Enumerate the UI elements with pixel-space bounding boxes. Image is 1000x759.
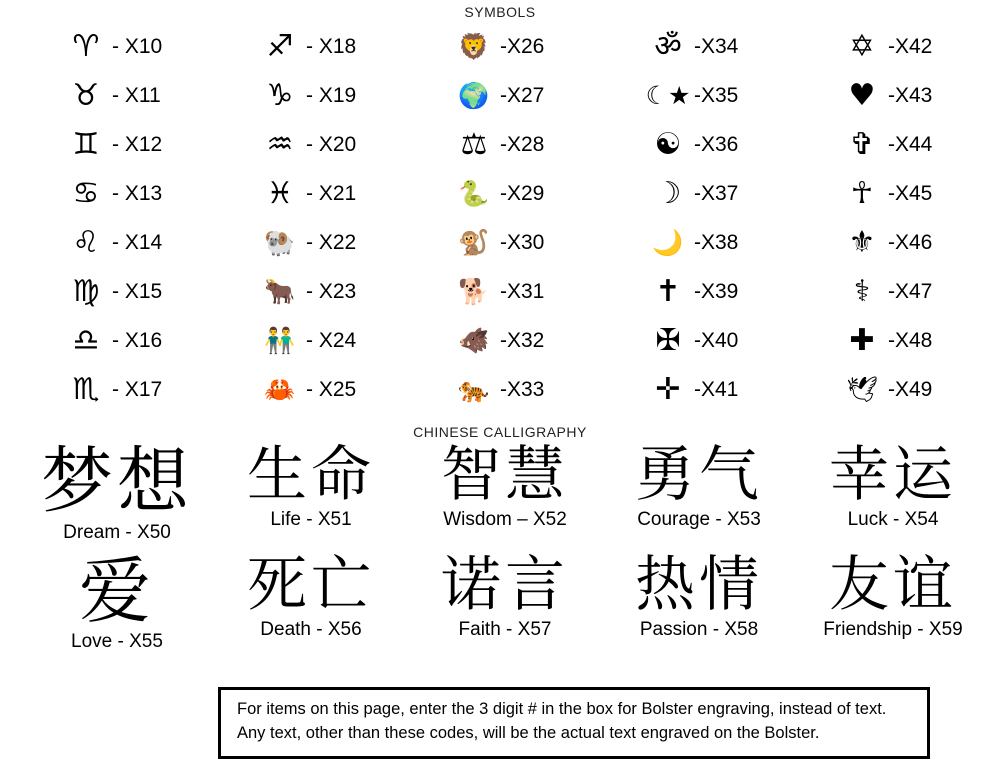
symbol-cell xyxy=(602,169,796,218)
symbol-cell xyxy=(20,120,214,169)
symbol-code: -X42 xyxy=(888,34,933,58)
calligraphy-dream-label: Dream - X50 xyxy=(63,521,171,543)
calligraphy-death-label: Death - X56 xyxy=(260,618,362,640)
ram-symbol: 🐏 xyxy=(264,228,296,257)
cancer-symbol: ♋ xyxy=(72,175,100,211)
iron-cross-symbol: ✛ xyxy=(655,371,681,407)
symbol-code: - X25 xyxy=(306,377,357,401)
symbol-cell xyxy=(408,316,602,365)
symbol-code: -X40 xyxy=(694,328,739,352)
virgo-symbol: ♍ xyxy=(72,273,100,309)
caduceus-symbol: ⚕ xyxy=(853,273,871,309)
calligraphy-love-chars: 爱 xyxy=(78,548,155,633)
symbol-code: - X13 xyxy=(112,181,163,205)
symbol-code: -X45 xyxy=(888,181,933,205)
symbol-code: - X12 xyxy=(112,132,163,156)
calligraphy-love-label: Love - X55 xyxy=(71,631,163,653)
symbol-cell xyxy=(408,365,602,414)
symbol-cell xyxy=(20,316,214,365)
calligraphy-wisdom-label: Wisdom – X52 xyxy=(443,509,567,530)
symbol-cell xyxy=(602,267,796,316)
monkey-symbol: 🐒 xyxy=(458,228,490,257)
ankh-cross-symbol: ☥ xyxy=(850,175,874,211)
heart-symbol: ♥ xyxy=(848,77,876,113)
symbol-code: - X16 xyxy=(112,328,163,352)
symbol-code: -X35 xyxy=(694,83,739,107)
aquarius-symbol: ♒ xyxy=(266,126,294,162)
symbols-section-title: SYMBOLS xyxy=(464,4,536,20)
latin-cross-symbol: ✞ xyxy=(849,126,875,162)
yin-yang-symbol: ☯ xyxy=(654,126,682,162)
lion-symbol: 🦁 xyxy=(458,32,490,61)
globe-symbol: 🌍 xyxy=(458,81,490,110)
symbol-code: -X34 xyxy=(694,34,739,58)
symbol-cell xyxy=(408,218,602,267)
symbol-code: - X19 xyxy=(306,83,357,107)
cross-symbol: ✝ xyxy=(655,273,681,309)
symbol-cell xyxy=(20,71,214,120)
twins-symbol: 👬 xyxy=(264,326,296,355)
symbol-cell xyxy=(408,71,602,120)
symbol-cell xyxy=(214,316,408,365)
calligraphy-life-label: Life - X51 xyxy=(270,509,352,530)
symbol-cell xyxy=(602,365,796,414)
symbol-code: -X44 xyxy=(888,132,933,156)
symbol-code: - X23 xyxy=(306,279,357,303)
calligraphy-cell xyxy=(408,440,602,544)
symbol-cell xyxy=(796,316,990,365)
symbol-code: -X29 xyxy=(500,181,545,205)
calligraphy-luck-chars: 幸运 xyxy=(829,440,957,510)
fleur-de-lis-symbol: ⚜ xyxy=(848,224,876,260)
engraving-note-box xyxy=(218,687,930,759)
symbol-cell xyxy=(20,218,214,267)
symbol-cell xyxy=(20,169,214,218)
calligraphy-death-chars: 死亡 xyxy=(247,549,375,620)
moon-symbol: 🌙 xyxy=(652,228,684,257)
symbol-code: - X15 xyxy=(112,279,163,303)
calligraphy-cell xyxy=(20,440,214,544)
symbol-code: -X33 xyxy=(500,377,545,401)
calligraphy-cell xyxy=(602,440,796,544)
symbol-code: -X48 xyxy=(888,328,933,352)
symbol-cell xyxy=(408,22,602,71)
calligraphy-cell xyxy=(214,440,408,544)
symbol-cell xyxy=(214,120,408,169)
maltese-cross-symbol: ✠ xyxy=(655,322,681,358)
taurus-symbol: ♉ xyxy=(72,77,100,113)
scorpio-symbol: ♏ xyxy=(72,371,100,407)
calligraphy-friendship-label: Friendship - X59 xyxy=(823,618,963,640)
symbol-code: - X11 xyxy=(112,83,161,107)
sagittarius-symbol: ♐ xyxy=(266,28,294,64)
snake-symbol: 🐍 xyxy=(458,179,490,208)
symbol-cell xyxy=(796,120,990,169)
calligraphy-cell xyxy=(796,440,990,544)
bold-cross-symbol: ✚ xyxy=(849,322,875,358)
calligraphy-dream-chars: 梦想 xyxy=(40,439,193,523)
symbol-cell xyxy=(20,267,214,316)
calligraphy-cell xyxy=(408,550,602,654)
symbol-cell xyxy=(602,71,796,120)
symbol-code: - X22 xyxy=(306,230,357,254)
symbol-code: -X37 xyxy=(694,181,739,205)
symbol-code: -X41 xyxy=(694,377,739,401)
ox-symbol: 🐂 xyxy=(264,277,296,306)
symbol-cell xyxy=(796,267,990,316)
boar-symbol: 🐗 xyxy=(458,326,490,355)
symbol-code: - X20 xyxy=(306,132,357,156)
symbol-code: - X17 xyxy=(112,377,163,401)
calligraphy-friendship-chars: 友谊 xyxy=(829,549,957,620)
calligraphy-wisdom-chars: 智慧 xyxy=(441,440,569,510)
calligraphy-section-title: CHINESE CALLIGRAPHY xyxy=(413,424,587,440)
symbol-cell xyxy=(796,218,990,267)
calligraphy-grid-row-1 xyxy=(10,440,990,544)
scales-symbol: ⚖ xyxy=(460,126,488,162)
symbol-cell xyxy=(20,22,214,71)
star-and-crescent-symbol: ☾★ xyxy=(645,81,691,110)
symbol-code: -X28 xyxy=(500,132,545,156)
note-line-1: For items on this page, enter the 3 digit # in the box for Bolster engraving, instead of text. xyxy=(237,700,887,718)
gemini-symbol: ♊ xyxy=(72,126,100,162)
dog-symbol: 🐕 xyxy=(458,277,490,306)
symbol-code: - X14 xyxy=(112,230,163,254)
star-of-david-symbol: ✡ xyxy=(849,28,875,64)
symbol-code: -X27 xyxy=(500,83,545,107)
symbol-cell xyxy=(796,22,990,71)
pisces-symbol: ♓ xyxy=(266,175,294,211)
symbol-cell xyxy=(796,365,990,414)
calligraphy-life-chars: 生命 xyxy=(247,440,375,510)
symbol-cell xyxy=(214,218,408,267)
symbol-cell xyxy=(602,22,796,71)
symbol-cell xyxy=(214,169,408,218)
libra-symbol: ♎ xyxy=(72,322,100,358)
symbol-code: -X32 xyxy=(500,328,545,352)
om-symbol: ॐ xyxy=(654,28,682,64)
symbol-cell xyxy=(408,169,602,218)
symbol-code: -X49 xyxy=(888,377,933,401)
symbol-code: - X10 xyxy=(112,34,163,58)
symbol-code: -X38 xyxy=(694,230,739,254)
calligraphy-grid-row-2 xyxy=(10,550,990,654)
calligraphy-faith-label: Faith - X57 xyxy=(458,618,552,640)
calligraphy-luck-label: Luck - X54 xyxy=(847,509,939,530)
calligraphy-cell xyxy=(20,550,214,654)
calligraphy-passion-chars: 热情 xyxy=(635,549,763,620)
leo-symbol: ♌ xyxy=(72,224,100,260)
calligraphy-faith-chars: 诺言 xyxy=(441,549,569,620)
crescent-moon-symbol: ☽ xyxy=(654,175,682,211)
capricorn-symbol: ♑ xyxy=(266,77,294,113)
aries-symbol: ♈ xyxy=(72,28,100,64)
symbol-code: -X43 xyxy=(888,83,933,107)
symbol-code: - X18 xyxy=(306,34,357,58)
symbol-code: - X24 xyxy=(306,328,357,352)
dove-symbol: 🕊 xyxy=(846,375,878,404)
calligraphy-cell xyxy=(602,550,796,654)
tiger-symbol: 🐅 xyxy=(458,375,490,404)
symbol-cell xyxy=(214,22,408,71)
calligraphy-passion-label: Passion - X58 xyxy=(639,618,759,640)
symbol-code: -X31 xyxy=(500,279,545,303)
calligraphy-courage-label: Courage - X53 xyxy=(637,509,761,530)
symbol-cell xyxy=(214,267,408,316)
note-line-2: Any text, other than these codes, will be the actual text engraved on the Bolster. xyxy=(237,723,820,742)
symbol-code: -X46 xyxy=(888,230,933,254)
symbol-cell xyxy=(214,71,408,120)
symbol-cell xyxy=(602,218,796,267)
symbol-cell xyxy=(602,316,796,365)
symbol-cell xyxy=(796,169,990,218)
symbol-cell xyxy=(408,267,602,316)
crab-symbol: 🦀 xyxy=(264,375,296,404)
symbol-code: -X26 xyxy=(500,34,545,58)
symbol-cell xyxy=(20,365,214,414)
calligraphy-courage-chars: 勇气 xyxy=(635,440,763,510)
calligraphy-cell xyxy=(214,550,408,654)
symbol-code: -X30 xyxy=(500,230,545,254)
symbol-code: -X36 xyxy=(694,132,739,156)
symbol-cell xyxy=(796,71,990,120)
symbol-grid xyxy=(10,22,990,414)
symbol-cell xyxy=(602,120,796,169)
symbol-cell xyxy=(214,365,408,414)
calligraphy-cell xyxy=(796,550,990,654)
symbol-cell xyxy=(408,120,602,169)
symbol-code: -X39 xyxy=(694,279,739,303)
symbol-code: - X21 xyxy=(306,181,357,205)
symbol-code: -X47 xyxy=(888,279,933,303)
